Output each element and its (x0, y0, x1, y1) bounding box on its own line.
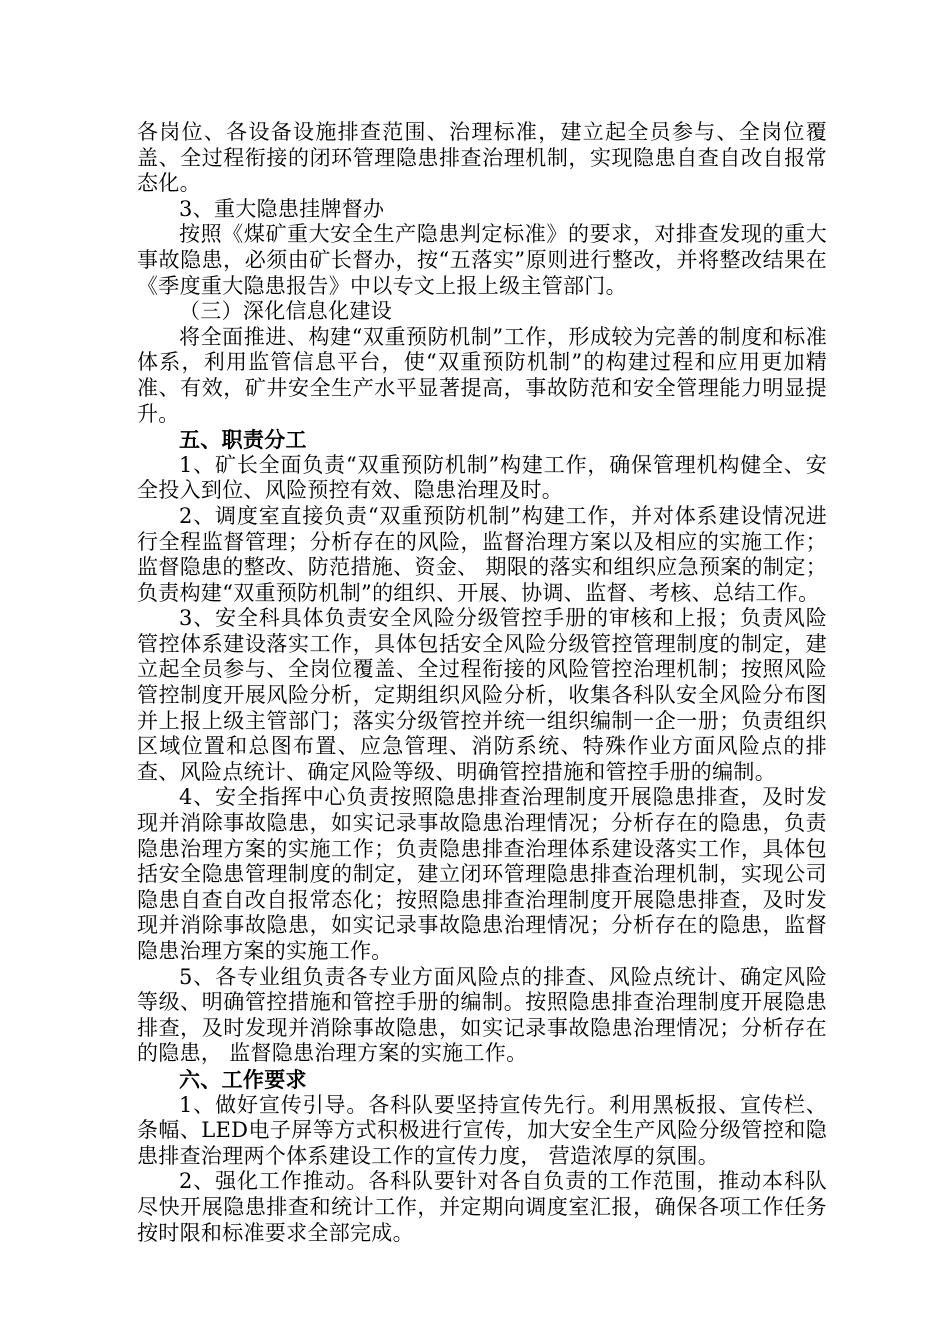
section-heading-responsibilities: 五、职责分工 (179, 427, 307, 453)
paragraph-responsibility-4: 4、安全指挥中心负责按照隐患排查治理制度开展隐患排查，及时发现并消除事故隐患，如实记录事故隐患治理情况；分析存在的隐患，负责隐患治理方案的实施工作；负责隐患排查治理体系建设落实工作，具体包括安全隐患管理制度的制定，建立闭环管理隐患排查治理机制，实现公司隐患自查自改自报常态化；按照隐患排查治理制度开展隐患排查，及时发现并消除事故隐患，如实记录事故隐患治理情况；分析存在的隐患，监督隐患治理方案的实施工作。 (137, 785, 827, 963)
document-body (137, 120, 827, 1246)
paragraph-responsibility-1: 1、矿长全面负责“双重预防机制”构建工作，确保管理机构健全、安全投入到位、风险预控有效、隐患治理及时。 (137, 452, 827, 503)
section-heading-requirements: 六、工作要求 (179, 1066, 307, 1092)
paragraph-requirement-1: 1、做好宣传引导。各科队要坚持宣传先行。利用黑板报、宣传栏、条幅、LED电子屏等方式积极进行宣传，加大安全生产风险分级管控和隐患排查治理两个体系建设工作的宣传力度， 营造浓厚的氛围。 (137, 1092, 827, 1168)
subheading-major-hazard-supervision: 3、重大隐患挂牌督办 (179, 196, 385, 221)
paragraph-informatization: 将全面推进、构建“双重预防机制”工作，形成较为完善的制度和标准体系，利用监管信息平台，使“双重预防机制”的构建过程和应用更加精准、有效，矿井安全生产水平显著提高，事故防范和安全管理能力明显提升。 (137, 324, 827, 426)
paragraph-major-hazard: 按照《煤矿重大安全生产隐患判定标准》的要求，对排查发现的重大事故隐患，必须由矿长督办，按“五落实”原则进行整改，并将整改结果在《季度重大隐患报告》中以专文上报上级主管部门。 (137, 222, 827, 298)
paragraph-responsibility-3: 3、安全科具体负责安全风险分级管控手册的审核和上报；负责风险管控体系建设落实工作，具体包括安全风险分级管控管理制度的制定，建立起全员参与、全岗位覆盖、全过程衔接的风险管控治理机制；按照风险管控制度开展风险分析，定期组织风险分析，收集各科队安全风险分布图并上报上级主管部门；落实分级管控并统一组织编制一企一册；负责组织区域位置和总图布置、应急管理、消防系统、特殊作业方面风险点的排查、风险点统计、确定风险等级、明确管控措施和管控手册的编制。 (137, 606, 827, 784)
paragraph-responsibility-5: 5、各专业组负责各专业方面风险点的排查、风险点统计、确定风险等级、明确管控措施和管控手册的编制。按照隐患排查治理制度开展隐患排查，及时发现并消除事故隐患，如实记录事故隐患治理情况；分析存在的隐患， 监督隐患治理方案的实施工作。 (137, 964, 827, 1066)
paragraph-continuation: 各岗位、各设备设施排查范围、治理标准，建立起全员参与、全岗位覆盖、全过程衔接的闭环管理隐患排查治理机制，实现隐患自查自改自报常态化。 (137, 120, 827, 196)
subheading-informatization: （三）深化信息化建设 (179, 299, 392, 324)
paragraph-responsibility-2: 2、调度室直接负责“双重预防机制”构建工作，并对体系建设情况进行全程监督管理；分析存在的风险，监督治理方案以及相应的实施工作；监督隐患的整改、防范措施、资金、 期限的落实和组织应急预案的制定；负责构建“双重预防机制”的组织、开展、协调、监督、考核、总结工作。 (137, 503, 827, 605)
paragraph-requirement-2: 2、强化工作推动。各科队要针对各自负责的工作范围，推动本科队尽快开展隐患排查和统计工作，并定期向调度室汇报，确保各项工作任务按时限和标准要求全部完成。 (137, 1169, 827, 1245)
